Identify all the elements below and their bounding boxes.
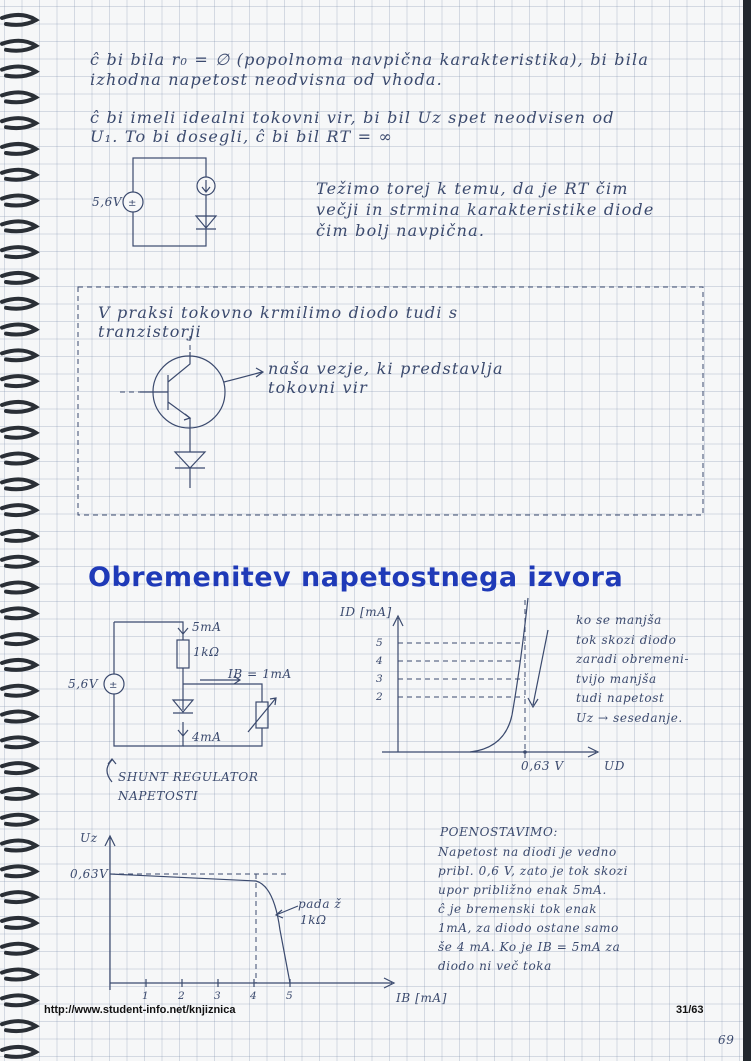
- note-line-3: čim bolj navpična.: [316, 221, 486, 240]
- chart2-note-1: pada ž: [298, 897, 342, 911]
- simplines-line: še 4 mA. Ko je IB = 5mA za: [438, 940, 621, 954]
- text-line-2: izhodna napetost neodvisna od vhoda.: [90, 70, 443, 89]
- chart1-ytick-4: 4: [376, 655, 384, 667]
- chart1-ylabel: ID [mA]: [340, 605, 392, 619]
- chart2-xtick-label: 3: [214, 990, 222, 1002]
- corner-page-number: 69: [718, 1033, 735, 1047]
- footer-page-number: 31/63: [676, 1004, 704, 1016]
- current-bottom: 4mA: [192, 730, 222, 744]
- chart2-ytick: 0,63V: [70, 867, 109, 881]
- chart1-xtick: 0,63 V: [521, 759, 564, 773]
- svg-text:±: ±: [109, 680, 118, 691]
- chart2-xtick-label: 5: [286, 990, 294, 1002]
- note-line-1: Težimo torej k temu, da je RT čim: [316, 179, 629, 198]
- chart2-arrow: [276, 906, 298, 918]
- chart1-ytick-2: 2: [376, 691, 384, 703]
- shunt-label-1: SHUNT REGULATOR: [118, 770, 259, 784]
- chart2-xtick-label: 4: [250, 990, 258, 1002]
- simplines-line: 1mA, za diodo ostane samo: [438, 921, 619, 935]
- simplines-line: upor približno enak 5mA.: [438, 883, 607, 897]
- chart1-xlabel: UD: [604, 759, 625, 773]
- g1notes-line: tok skozi diodo: [576, 632, 677, 647]
- note-line-2: večji in strmina karakteristike diode: [316, 200, 655, 219]
- chart1-ytick-5: 5: [376, 637, 384, 649]
- source-voltage-2: 5,6V: [68, 677, 99, 691]
- g1notes-line: zaradi obremeni-: [576, 652, 690, 666]
- chart2-xlabel: IB [mA]: [396, 991, 447, 1005]
- svg-text:±: ±: [128, 198, 137, 209]
- resistor-label: 1kΩ: [193, 645, 220, 659]
- simplines-line: Napetost na diodi je vedno: [438, 845, 617, 859]
- chart2-xtick-label: 1: [142, 990, 150, 1002]
- simplify-title: POENOSTAVIMO:: [440, 825, 559, 839]
- source-voltage-1: 5,6V: [92, 195, 123, 209]
- text-line-1: ĉ bi bila r₀ = ∅ (popolnoma navpična karakteristika), bi bila: [90, 50, 650, 69]
- text-line-4: U₁. To bi dosegli, ĉ bi bil RT = ∞: [90, 127, 394, 146]
- load-current: IB = 1mA: [228, 667, 292, 681]
- current-top: 5mA: [192, 620, 222, 634]
- box-text-1: V praksi tokovno krmilimo diodo tudi s: [98, 303, 459, 322]
- chart1-ytick-3: 3: [376, 673, 384, 685]
- box-note-2: tokovni vir: [268, 378, 368, 397]
- shunt-label-2: NAPETOSTI: [118, 789, 199, 803]
- chart2-note-2: 1kΩ: [300, 913, 327, 927]
- chart2-ylabel: Uz: [80, 831, 98, 845]
- g1notes-line: ko se manjša: [576, 613, 662, 627]
- text-line-3: ĉ bi imeli idealni tokovni vir, bi bil Uz spet neodvisen od: [90, 108, 615, 127]
- simplines-line: pribl. 0,6 V, zato je tok skozi: [438, 864, 629, 878]
- chart2-series-line: [110, 874, 290, 983]
- simplines-line: diodo ni več toka: [438, 959, 552, 973]
- box-note-1: naša vezje, ki predstavlja: [268, 359, 504, 378]
- chart2-xtick-label: 2: [178, 990, 186, 1002]
- g1notes-line: Uz → sesedanje.: [576, 710, 683, 725]
- chart2-x-axis: [110, 978, 394, 988]
- box-text-2: tranzistorji: [98, 322, 202, 341]
- g1notes-line: tudi napetost: [576, 691, 665, 705]
- chart2-y-axis: [105, 836, 115, 990]
- g1notes-line: tvijo manjša: [576, 671, 657, 686]
- section-title: Obremenitev napetostnega izvora: [88, 562, 624, 593]
- footer-url[interactable]: http://www.student-info.net/knjiznica: [44, 1004, 236, 1016]
- simplines-line: ĉ je bremenski tok enak: [438, 902, 598, 916]
